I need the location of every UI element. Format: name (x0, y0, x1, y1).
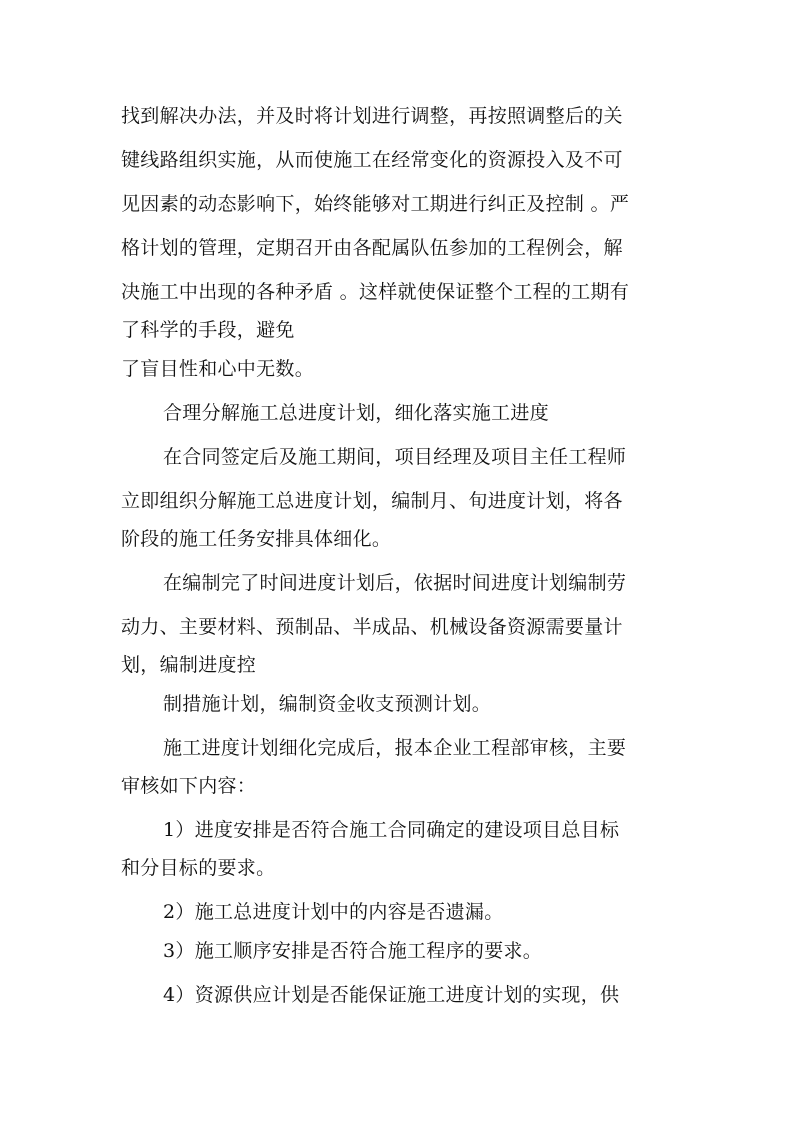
list-item: 1）进度安排是否符合施工合同确定的建设项目总目标 (163, 819, 620, 841)
text-line: 和分目标的要求。 (121, 857, 276, 879)
section-heading: 合理分解施工总进度计划，细化落实施工进度 (163, 402, 550, 424)
list-item: 4）资源供应计划是否能保证施工进度计划的实现，供 (163, 984, 620, 1006)
list-item: 3）施工顺序安排是否符合施工程序的要求。 (163, 940, 543, 962)
text-line: 找到解决办法，并及时将计划进行调整，再按照调整后的关 (121, 105, 623, 127)
text-line: 了盲目性和心中无数。 (121, 358, 315, 380)
text-line: 在合同签定后及施工期间，项目经理及项目主任工程师 (163, 446, 627, 468)
text-line: 划，编制进度控 (121, 654, 257, 676)
text-line: 制措施计划，编制资金收支预测计划。 (163, 693, 492, 715)
text-line: 键线路组织实施，从而使施工在经常变化的资源投入及不可 (121, 149, 623, 171)
text-line: 审核如下内容： (121, 775, 257, 797)
text-line: 施工进度计划细化完成后，报本企业工程部审核，主要 (163, 737, 627, 759)
text-line: 见因素的动态影响下，始终能够对工期进行纠正及控制 。严 (121, 193, 630, 215)
text-line: 立即组织分解施工总进度计划，编制月、旬进度计划，将各 (121, 490, 623, 512)
text-line: 动力、主要材料、预制品、半成品、机械设备资源需要量计 (121, 616, 623, 638)
text-line: 阶段的施工任务安排具体细化。 (121, 528, 392, 550)
list-item: 2）施工总进度计划中的内容是否遗漏。 (163, 901, 504, 923)
text-line: 格计划的管理，定期召开由各配属队伍参加的工程例会，解 (121, 237, 623, 259)
text-line: 在编制完了时间进度计划后，依据时间进度计划编制劳 (163, 572, 627, 594)
text-line: 了科学的手段，避免 (121, 319, 295, 341)
text-line: 决施工中出现的各种矛盾 。这样就使保证整个工程的工期有 (121, 281, 630, 303)
